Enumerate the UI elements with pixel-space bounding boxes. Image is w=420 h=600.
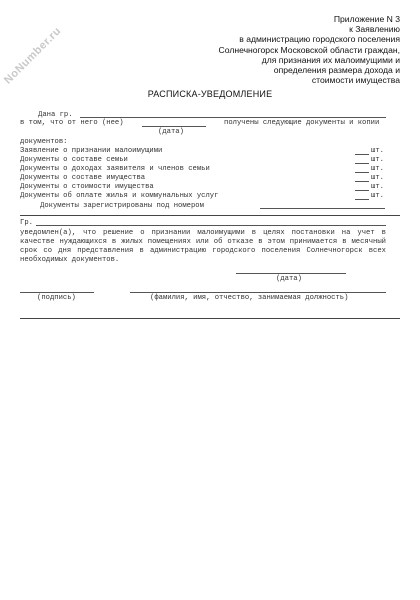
notice-paragraph: уведомлен(а), что решение о признании малоимущими в целях постановки на учет в качестве нуждающихся в жилых помещениях или об отказе в этом принимается в месячный срок со дня представления в администрацию городского поселения Солнечногорск всех необходимых документов. [20, 229, 386, 264]
citizen-label: Гр. [20, 219, 33, 227]
unit-label: шт. [371, 156, 384, 164]
document-row [20, 165, 386, 174]
document-row [20, 147, 386, 156]
appendix-header [140, 14, 400, 85]
given-label: Дана гр. [38, 111, 73, 119]
signature-line [20, 292, 94, 293]
document-name: Документы о составе имущества [20, 174, 146, 182]
header-line: Приложение N 3 [333, 14, 400, 24]
bottom-divider [20, 318, 400, 319]
watermark: NoNumber.ru [2, 24, 64, 87]
document-row [20, 156, 386, 165]
document-name: Документы о стоимости имущества [20, 183, 154, 191]
count-blank [355, 190, 369, 191]
count-blank [355, 154, 369, 155]
document-row [20, 174, 386, 183]
document-name: Документы о доходах заявителя и членов семьи [20, 165, 210, 173]
official-name-caption: (фамилия, имя, отчество, занимаемая должность) [150, 294, 349, 302]
registration-number-line [260, 208, 385, 209]
signature-caption: (подпись) [37, 294, 76, 302]
unit-label: шт. [371, 183, 384, 191]
docs-label: документов: [20, 138, 68, 146]
official-name-line [130, 292, 386, 293]
header-line: Солнечногорск Московской области граждан, [218, 44, 400, 55]
citizen-name-line [36, 225, 386, 226]
line2-right: получены следующие документы и копии [224, 119, 380, 127]
header-line: к Заявлению [349, 24, 400, 35]
unit-label: шт. [371, 147, 384, 155]
count-blank [355, 199, 369, 200]
document-name: Документы об оплате жилья и коммунальных услуг [20, 192, 219, 200]
notice-date-caption: (дата) [276, 275, 302, 283]
unit-label: шт. [371, 192, 384, 200]
document-row [20, 192, 386, 201]
header-line: для признания их малоимущими и [261, 54, 400, 65]
count-blank [355, 172, 369, 173]
line2-left: в том, что от него (нее) [20, 119, 124, 127]
document-name: Документы о составе семьи [20, 156, 128, 164]
date-caption: (дата) [158, 128, 184, 136]
unit-label: шт. [371, 165, 384, 173]
document-name: Заявление о признании малоимущими [20, 147, 163, 155]
document-title: РАСПИСКА-УВЕДОМЛЕНИЕ [147, 89, 273, 99]
document-row [20, 183, 386, 192]
section-divider [20, 215, 400, 216]
registered-label: Документы зарегистрированы под номером [40, 202, 204, 210]
header-line: в администрацию городского поселения [239, 34, 400, 45]
header-line: стоимости имущества [311, 75, 400, 86]
unit-label: шт. [371, 174, 384, 182]
date-line [142, 126, 206, 127]
count-blank [355, 163, 369, 164]
count-blank [355, 181, 369, 182]
given-name-line [80, 117, 386, 118]
header-line: определения размера дохода и [273, 65, 400, 76]
notice-date-line [236, 273, 346, 274]
